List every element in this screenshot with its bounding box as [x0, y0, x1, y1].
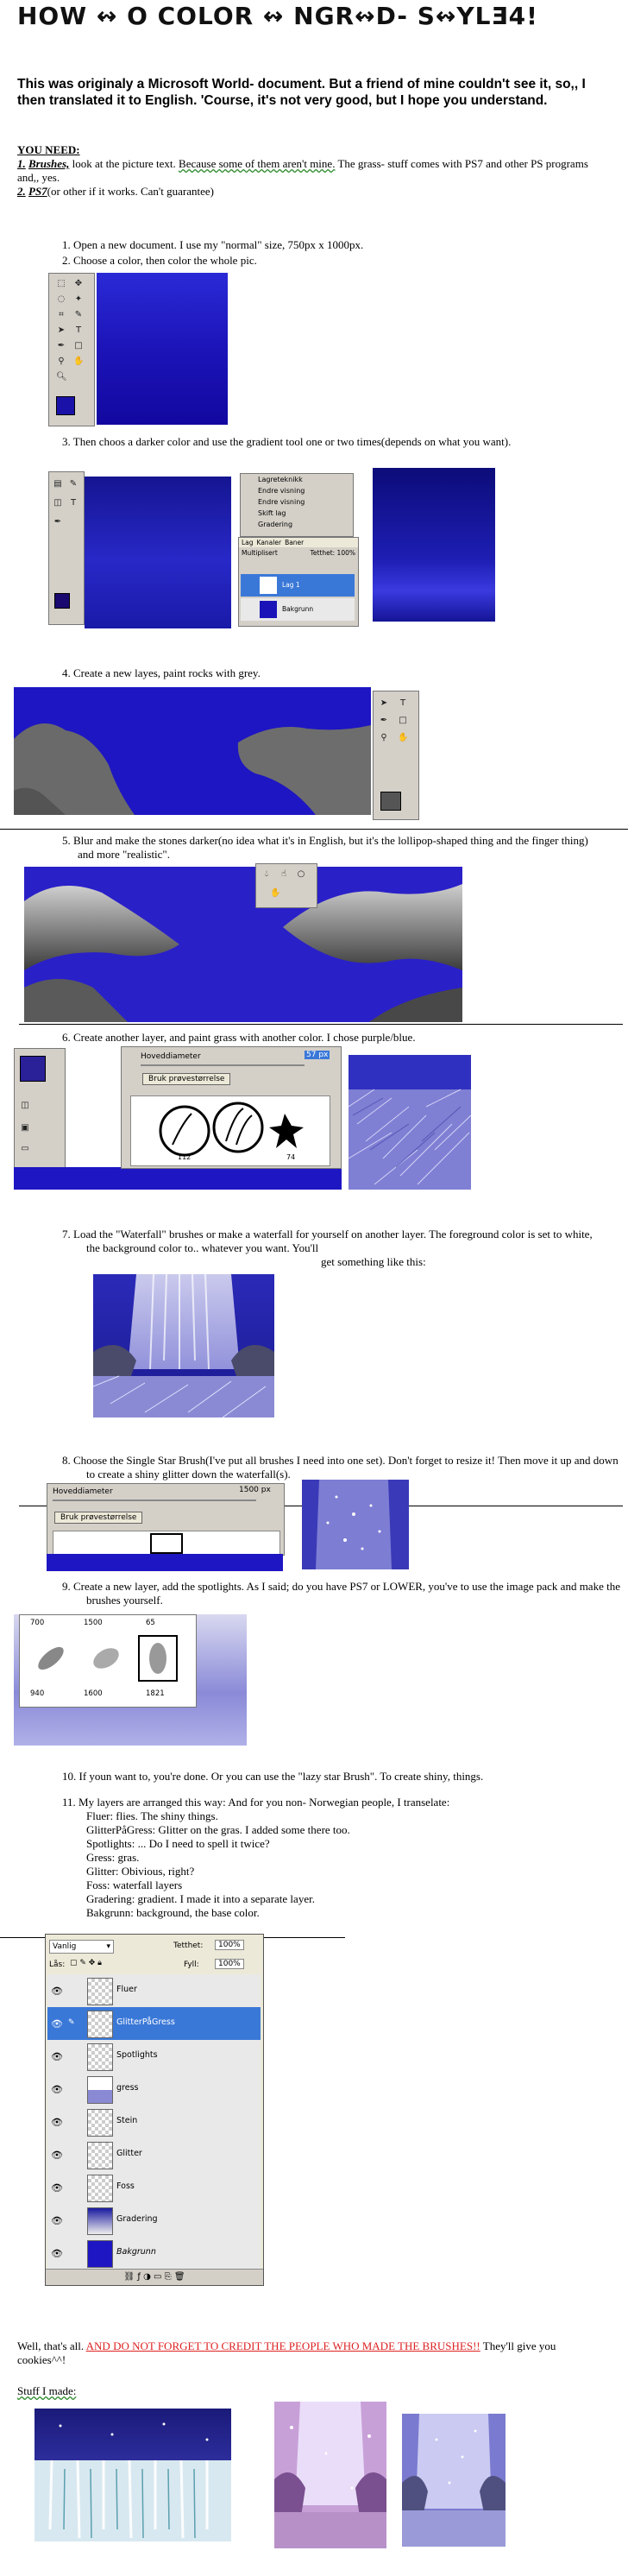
step-4: 4. Create a new layes, paint rocks with grey. [62, 666, 261, 679]
mini-layer-name-2: Bakgrunn [282, 605, 314, 613]
fg-swatch-purple [20, 1056, 46, 1082]
layer-row-stein[interactable] [47, 2106, 261, 2139]
step-9: 9. Create a new layer, add the spotlights. As I said; do you have PS7 or LOWER, you've to use the image pack and make the brushes yourself. [62, 1580, 620, 1607]
layers-panel [45, 1934, 264, 2286]
layer-row-gress[interactable] [47, 2073, 261, 2106]
layer-notes [86, 1809, 595, 1920]
eyedropper-icon: ⚲ [380, 733, 387, 742]
blend-mode-select[interactable] [49, 1940, 114, 1954]
mode-icon: ◫ [21, 1101, 29, 1110]
needs-section [17, 143, 612, 199]
pen-tool-icon: ✒ [53, 517, 62, 527]
burn-tool-icon: ✋ [270, 888, 281, 898]
opacity-label: Tetthet: [173, 1941, 204, 1950]
brush-tool-icon: ✎ [74, 310, 83, 319]
layer-name: GlitterPåGress [116, 2017, 175, 2027]
layer-row-glitterpagress[interactable] [47, 2007, 261, 2041]
select-tool-icon: ⬚ [57, 279, 66, 288]
gallery-image-3 [402, 2414, 506, 2547]
gradient-canvas-image [85, 477, 231, 628]
blur-tools-panel [255, 863, 317, 908]
brush-icon: ✎ [68, 2018, 75, 2027]
shape-tool-icon: □ [74, 341, 83, 350]
eye-icon[interactable]: 👁︎ [51, 2051, 63, 2062]
layer-row-spotlights[interactable] [47, 2040, 261, 2074]
layer-name: gress [116, 2083, 139, 2093]
layer-thumbnail [87, 2109, 113, 2137]
grass-brush-icon [131, 1096, 330, 1165]
layer-row-foss[interactable] [47, 2171, 261, 2205]
star-size-slider[interactable] [53, 1500, 256, 1501]
section-divider [19, 1024, 623, 1025]
star-brush-panel [47, 1483, 285, 1556]
foreground-color-swatch [56, 396, 75, 415]
step-3: 3. Then choos a darker color and use the gradient tool one or two times(depends on what you want). [62, 435, 512, 448]
note-gress: Gress: gras. [86, 1851, 140, 1864]
eyedropper-icon: ⚲ [58, 357, 65, 366]
blend-mode-value: Vanlig [53, 1942, 77, 1951]
item1-brushes: Brushes, [28, 157, 70, 170]
lock-label: Lås: [49, 1960, 66, 1969]
glitter-result-image [302, 1480, 409, 1569]
layer-row-fluer[interactable] [47, 1974, 261, 2008]
spot-size-1600: 1600 [84, 1689, 103, 1698]
spot-size-700: 700 [30, 1619, 45, 1627]
step-11: 11. My layers are arranged this way: And for you non- Norwegian people, I transelate: [62, 1796, 450, 1809]
gallery-image-2 [274, 2402, 386, 2548]
spot-size-1500: 1500 [84, 1619, 103, 1627]
item1-num: 1. [17, 157, 26, 170]
layer-thumbnail [87, 2011, 113, 2038]
step8-canvas-strip [47, 1554, 283, 1571]
text-tool-icon: T [70, 498, 77, 508]
menu-item-1[interactable]: Endre visning [258, 487, 305, 495]
blue-canvas-image [97, 273, 228, 425]
step-7 [62, 1228, 597, 1269]
layer-name: Glitter [116, 2149, 142, 2158]
mask-icon: ▣ [21, 1123, 29, 1133]
needs-item-1 [17, 157, 612, 185]
fill-label: Fyll: [184, 1960, 199, 1969]
menu-item-2[interactable]: Endre visning [258, 498, 305, 506]
star-use-sample-button[interactable]: Bruk prøvestørrelse [54, 1512, 142, 1524]
step-7-tail: get something like this: [321, 1255, 426, 1268]
layer-row-bakgrunn[interactable] [47, 2237, 261, 2270]
gallery-image-1 [35, 2409, 231, 2541]
layer-thumbnail [87, 2240, 113, 2268]
fg-swatch [54, 593, 70, 609]
fx-icon[interactable]: ƒ [137, 2272, 141, 2282]
layer-list [47, 1974, 261, 2268]
menu-item-4[interactable]: Gradering [258, 521, 293, 528]
smudge-tool-icon: ☝ [280, 869, 287, 879]
layer-name: Fluer [116, 1985, 137, 1994]
selected-star-brush[interactable] [150, 1533, 183, 1554]
blend-select[interactable]: Multiplisert [242, 549, 278, 557]
eye-icon[interactable]: 👁︎ [51, 2117, 63, 2128]
dodge-tool-icon: ○ [297, 869, 305, 879]
mini-layer-row-2[interactable] [241, 598, 355, 621]
page-title: HOW ↭ O COLOR ↭ NGR↭D- S↭YLƎ4! [17, 2, 538, 30]
closing-pre: Well, that's all. [17, 2339, 86, 2352]
layer-thumbnail [87, 2142, 113, 2169]
closing-post: They'll give you cookies^^! [17, 2339, 556, 2366]
note-glitter: Glitter: Obivious, right? [86, 1865, 195, 1878]
folder-icon[interactable]: ▭ [154, 2272, 162, 2282]
arrow-tool-icon: ➤ [57, 325, 66, 335]
pen-tool-icon: ✒ [380, 716, 388, 725]
blurred-rocks-image [24, 867, 462, 1022]
layer-name: Gradering [116, 2214, 158, 2224]
layer-name: Spotlights [116, 2050, 158, 2060]
star-diameter-label: Hoveddiameter [53, 1487, 113, 1496]
text-tool-icon: T [399, 698, 406, 708]
gradient-result-image [373, 468, 495, 622]
needs-heading: YOU NEED: [17, 143, 80, 156]
screen-icon: ▭ [21, 1144, 29, 1153]
layer-thumbnail [87, 1978, 113, 2005]
wand-tool-icon: ✦ [74, 294, 83, 304]
intro-paragraph: This was originaly a Microsoft World- document. But a friend of mine couldn't see it, so,, I then translated it to English. 'Course, it's not very good, but I hope you understand. [17, 77, 586, 108]
layer-thumbnail [87, 2207, 113, 2235]
item1-not-mine: Because some of them aren't mine. [179, 157, 336, 170]
new-layer-icon[interactable]: ⎘ [164, 2272, 172, 2282]
context-menu [240, 473, 354, 537]
tab-lag[interactable]: Lag [242, 539, 254, 546]
section-divider [0, 829, 628, 830]
hand-tool-icon: ✋ [398, 733, 409, 742]
eye-icon[interactable]: 👁︎ [51, 2018, 63, 2030]
eye-icon[interactable]: 👁︎ [51, 2182, 63, 2194]
layers-footer-toolbar [46, 2269, 263, 2285]
layer-name: Foss [116, 2181, 135, 2191]
opacity-field[interactable]: Tetthet: 100% [310, 549, 355, 557]
fg-swatch-grey [380, 792, 401, 811]
shape-tool-icon: □ [399, 716, 407, 725]
use-sample-size-button[interactable]: Bruk prøvestørrelse [142, 1073, 230, 1085]
fill-field[interactable]: 100% [215, 1959, 244, 1969]
layer-name: Stein [116, 2116, 138, 2125]
item2-text: (or other if it works. Can't guarantee) [47, 185, 214, 198]
layer-thumbnail [87, 2175, 113, 2202]
lasso-tool-icon: ◌ [57, 294, 66, 304]
gradient-tool-icon: ▤ [53, 479, 62, 489]
toolbox-panel [48, 273, 95, 426]
menu-item-3[interactable]: Skift lag [258, 509, 286, 517]
step3-toolbox [48, 471, 85, 625]
eye-icon[interactable]: 👁︎ [51, 2084, 63, 2095]
menu-item-0[interactable]: Lagreteknikk [258, 476, 303, 483]
layer-row-glitter[interactable] [47, 2138, 261, 2172]
step-5: 5. Blur and make the stones darker(no idea what it's in English, but it's the lollipop-shaped thing and the finger thing) and more "realistic". [62, 834, 588, 861]
rocks-image [14, 687, 371, 815]
needs-item-2 [17, 185, 612, 199]
stuff-made-label: Stuff I made: [17, 2384, 77, 2397]
credit-warning: AND DO NOT FORGET TO CREDIT THE PEOPLE WHO MADE THE BRUSHES!! [85, 2339, 480, 2352]
hand-tool-icon: ✋ [73, 357, 85, 366]
brush-panel [121, 1046, 342, 1169]
step-1: 1. Open a new document. I use my "normal" size, 750px x 1000px. [62, 238, 364, 251]
crop-tool-icon: ⌗ [59, 310, 64, 319]
tab-baner[interactable]: Baner [285, 539, 305, 546]
spot-brush-panel [19, 1614, 197, 1708]
step-7-text: 7. Load the "Waterfall" brushes or make a waterfall for yourself on another layer. The foreground color is set to white, the background color to.. whatever you want. You'll [62, 1228, 593, 1254]
blur-tool-icon: 💧︎ [265, 869, 268, 879]
move-tool-icon: ✥ [74, 279, 83, 288]
layer-name: Bakgrunn [116, 2247, 156, 2257]
pen-tool-icon: ✒ [57, 341, 66, 350]
grass-result-image [349, 1055, 471, 1190]
step-6: 6. Create another layer, and paint grass with another color. I chose purple/blue. [62, 1031, 416, 1044]
item2-num: 2. [17, 185, 26, 198]
step4-toolbox [373, 691, 419, 820]
chevron-down-icon: ▾ [106, 1942, 110, 1951]
brush-preset-grid[interactable] [130, 1095, 330, 1166]
brush-size-slider[interactable] [141, 1064, 305, 1066]
step-10: 10. If youn want to, you're done. Or you can use the "lazy star Brush". To create shiny, things. [62, 1770, 484, 1783]
closing-paragraph [17, 2339, 569, 2367]
step6-canvas-strip [14, 1167, 342, 1190]
spot-size-1821: 1821 [146, 1689, 165, 1698]
note-gradering: Gradering: gradient. I made it into a separate layer. [86, 1892, 315, 1905]
step-8: 8. Choose the Single Star Brush(I've put all brushes I need into one set). Don't forget to resize it! Then move it up and down to create a shiny glitter down the waterfall(s). [62, 1454, 619, 1481]
mini-layers-panel [238, 537, 359, 627]
layer-thumbnail [87, 2043, 113, 2071]
zoom-tool-icon: 🔍︎ [56, 372, 67, 382]
note-foss: Foss: waterfall layers [86, 1878, 183, 1891]
eye-icon[interactable]: 👁︎ [51, 1986, 63, 1997]
item1-text: look at the picture text. [69, 157, 179, 170]
note-glitterpagress: GlitterPåGress: Glitter on the gras. I added some there too. [86, 1823, 350, 1836]
brush-size-field[interactable]: 57 px [306, 1051, 329, 1059]
waterfall-result-image [93, 1274, 274, 1417]
item1-rest: The grass- stuff comes with PS7 and other PS programs and,, yes. [17, 157, 588, 184]
star-preset-strip[interactable] [53, 1531, 280, 1555]
tab-kanaler[interactable]: Kanaler [256, 539, 282, 546]
note-fluer: Fluer: flies. The shiny things. [86, 1809, 218, 1822]
step6-toolbox [14, 1048, 66, 1169]
text-tool-icon: T [75, 325, 82, 335]
lock-icons[interactable]: ▢ ✎ ✥ 🔒︎ [70, 1959, 102, 1967]
mask-icon[interactable]: ◑ [143, 2272, 151, 2282]
brush-diameter-label: Hoveddiameter [141, 1052, 201, 1061]
spot-size-940: 940 [30, 1689, 45, 1698]
opacity-field[interactable]: 100% [215, 1940, 244, 1950]
brush-size-112: 112 [178, 1153, 192, 1161]
brush-size-74: 74 [286, 1153, 296, 1161]
eye-icon[interactable]: 👁︎ [51, 2248, 63, 2259]
mini-layer-row-1[interactable] [241, 574, 355, 597]
spot-brush-previews [20, 1632, 196, 1684]
note-spotlights: Spotlights: ... Do I need to spell it twice? [86, 1837, 270, 1850]
trash-icon[interactable]: 🗑︎ [173, 2272, 185, 2282]
note-bakgrunn: Bakgrunn: background, the base color. [86, 1906, 260, 1919]
layer-thumbnail [87, 2076, 113, 2104]
eraser-tool-icon: ◫ [53, 498, 62, 508]
link-icon[interactable]: ⛓ [123, 2272, 135, 2282]
arrow-tool-icon: ➤ [380, 698, 388, 708]
eye-icon[interactable]: 👁︎ [51, 2215, 63, 2226]
eye-icon[interactable]: 👁︎ [51, 2150, 63, 2161]
mini-layer-name-1: Lag 1 [282, 581, 300, 589]
layer-row-gradering[interactable] [47, 2204, 261, 2238]
brush-tool-icon: ✎ [69, 479, 78, 489]
star-size-field[interactable]: 1500 px [239, 1486, 271, 1494]
step-2: 2. Choose a color, then color the whole pic. [62, 254, 257, 267]
item2-ps7: PS7 [28, 185, 47, 198]
spot-size-65: 65 [146, 1619, 155, 1627]
